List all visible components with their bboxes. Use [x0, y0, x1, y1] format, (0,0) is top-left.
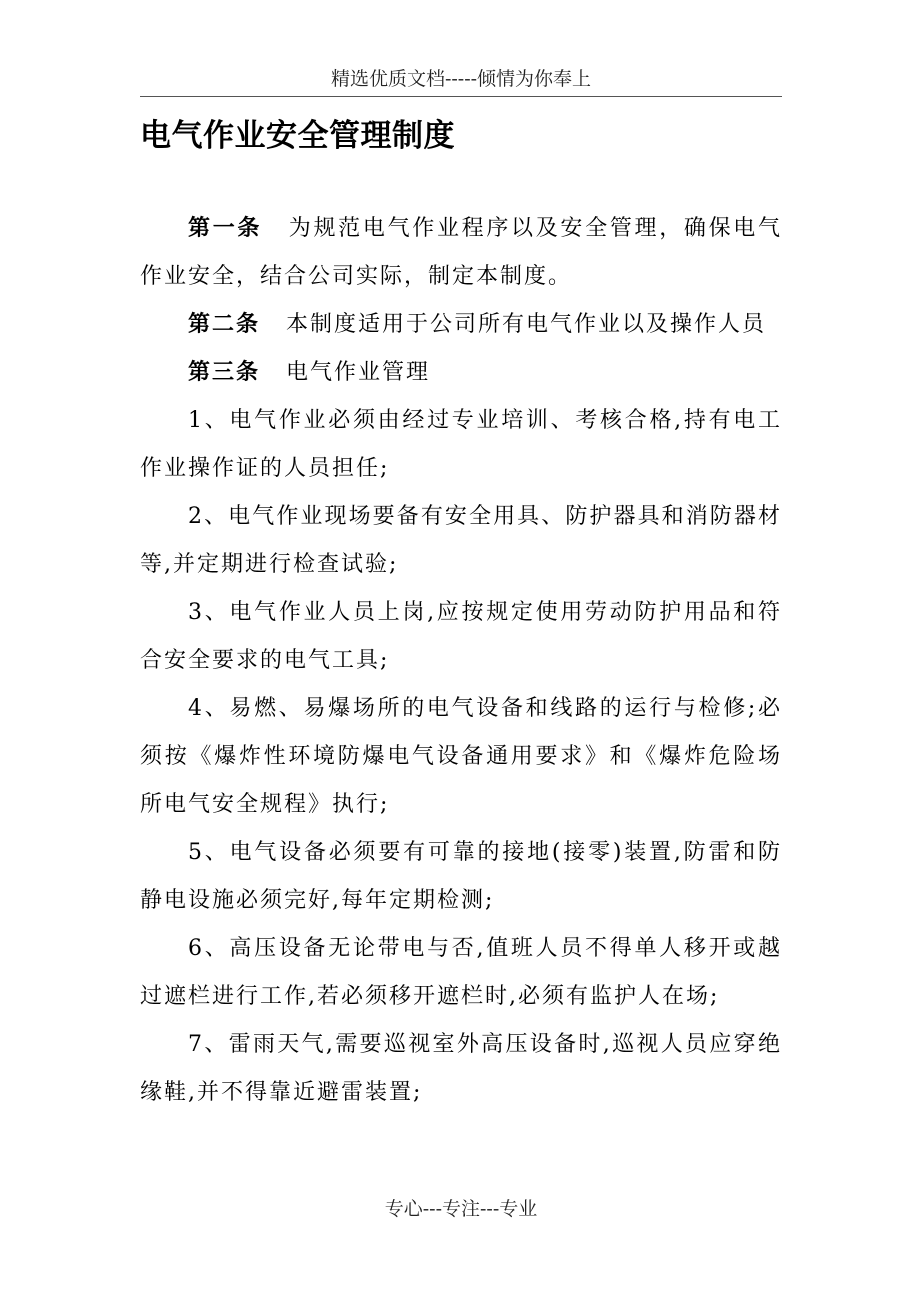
list-item-6: 6、高压设备无论带电与否,值班人员不得单人移开或越过遮栏进行工作,若必须移开遮栏时,必须有监护人在场; — [140, 936, 782, 1009]
article-text: 为规范电气作业程序以及安全管理，确保电气作业安全，结合公司实际，制定本制度。 — [140, 216, 782, 289]
article-2 — [140, 301, 782, 349]
header-divider — [140, 96, 782, 97]
article-3 — [140, 349, 782, 397]
article-label: 第一条 — [188, 216, 263, 241]
article-text: 电气作业管理 — [286, 360, 431, 385]
list-item-5: 5、电气设备必须要有可靠的接地(接零)装置,防雷和防静电设施必须完好,每年定期检测; — [140, 840, 782, 913]
document-title: 电气作业安全管理制度 — [140, 118, 455, 154]
list-item-4: 4、易燃、易爆场所的电气设备和线路的运行与检修;必须按《爆炸性环境防爆电气设备通用要求》和《爆炸危险场所电气安全规程》执行; — [140, 696, 782, 817]
list-item-7: 7、雷雨天气,需要巡视室外高压设备时,巡视人员应穿绝缘鞋,并不得靠近避雷装置; — [140, 1032, 782, 1105]
article-label: 第二条 — [188, 312, 261, 337]
list-item-3: 3、电气作业人员上岗,应按规定使用劳动防护用品和符合安全要求的电气工具; — [140, 600, 782, 673]
list-item-1: 1、电气作业必须由经过专业培训、考核合格,持有电工作业操作证的人员担任; — [140, 408, 782, 481]
page-header: 精选优质文档-----倾情为你奉上 — [330, 68, 592, 90]
document-body — [140, 205, 782, 1117]
page-footer: 专心---专注---专业 — [384, 1198, 538, 1220]
article-label: 第三条 — [188, 360, 261, 385]
list-item-2: 2、电气作业现场要备有安全用具、防护器具和消防器材等,并定期进行检查试验; — [140, 504, 782, 577]
article-text: 本制度适用于公司所有电气作业以及操作人员 — [286, 312, 767, 337]
article-1 — [140, 205, 782, 301]
